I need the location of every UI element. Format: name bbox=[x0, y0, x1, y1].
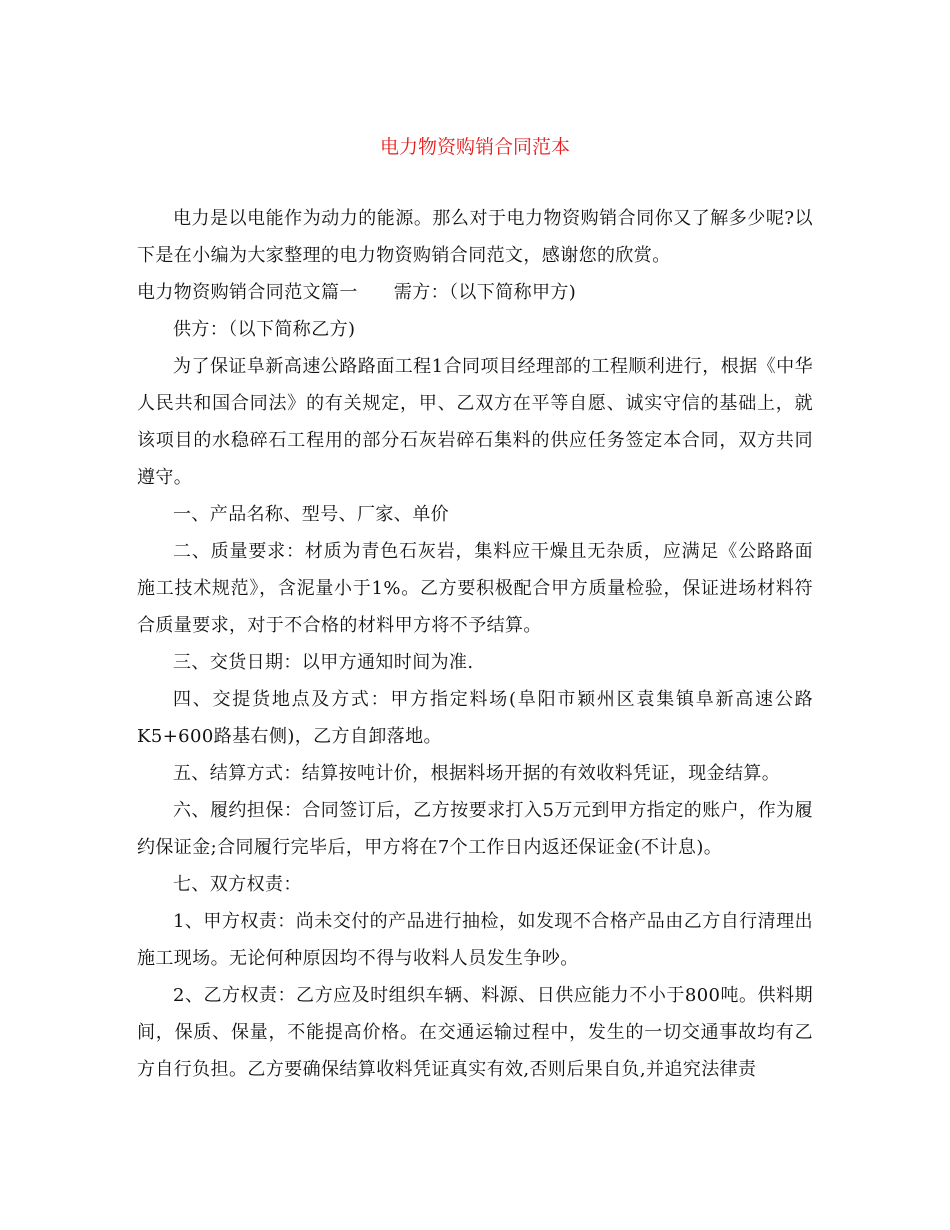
clause-2: 二、质量要求：材质为青色石灰岩，集料应干燥且无杂质，应满足《公路路面施工技术规范》，含泥量小于1%。乙方要积极配合甲方质量检验，保证进场材料符合质量要求，对于不合格的材料甲方将不予结算。 bbox=[137, 541, 813, 636]
party-a-label: 需方：（以下简称甲方) bbox=[393, 282, 577, 303]
clause-7-1: 1、甲方权责：尚未交付的产品进行抽检，如发现不合格产品由乙方自行清理出施工现场。无论何种原因均不得与收料人员发生争吵。 bbox=[137, 911, 813, 969]
clause-3: 三、交货日期：以甲方通知时间为准. bbox=[173, 652, 474, 673]
clause-7: 七、双方权责： bbox=[173, 874, 302, 895]
intro-paragraph: 电力是以电能作为动力的能源。那么对于电力物资购销合同你又了解多少呢?以下是在小编为大家整理的电力物资购销合同范文，感谢您的欣赏。 bbox=[137, 208, 813, 266]
clause-4: 四、交提货地点及方式：甲方指定料场(阜阳市颖州区袁集镇阜新高速公路K5+600路基右侧)，乙方自卸落地。 bbox=[137, 689, 813, 747]
chapter-heading: 电力物资购销合同范文篇一 bbox=[137, 282, 358, 303]
clause-1: 一、产品名称、型号、厂家、单价 bbox=[173, 504, 449, 525]
clause-6: 六、履约担保：合同签订后，乙方按要求打入5万元到甲方指定的账户，作为履约保证金;合同履行完毕后，甲方将在7个工作日内返还保证金(不计息)。 bbox=[137, 800, 813, 858]
chapter-heading-line bbox=[137, 274, 813, 311]
document-body bbox=[137, 200, 813, 1088]
party-b-label: 供方：（以下简称乙方) bbox=[173, 319, 356, 340]
preamble-paragraph: 为了保证阜新高速公路路面工程1合同项目经理部的工程顺利进行，根据《中华人民共和国合同法》的有关规定，甲、乙双方在平等自愿、诚实守信的基础上，就该项目的水稳碎石工程用的部分石灰岩碎石集料的供应任务签定本合同，双方共同遵守。 bbox=[137, 356, 813, 488]
document-title: 电力物资购销合同范本 bbox=[379, 136, 570, 158]
clause-5: 五、结算方式：结算按吨计价，根据料场开据的有效收料凭证，现金结算。 bbox=[173, 763, 781, 784]
clause-7-2: 2、乙方权责：乙方应及时组织车辆、料源、日供应能力不小于800吨。供料期间，保质、保量，不能提高价格。在交通运输过程中，发生的一切交通事故均有乙方自行负担。乙方要确保结算收料凭证真实有效,否则后果自负,并追究法律责 bbox=[137, 985, 813, 1080]
